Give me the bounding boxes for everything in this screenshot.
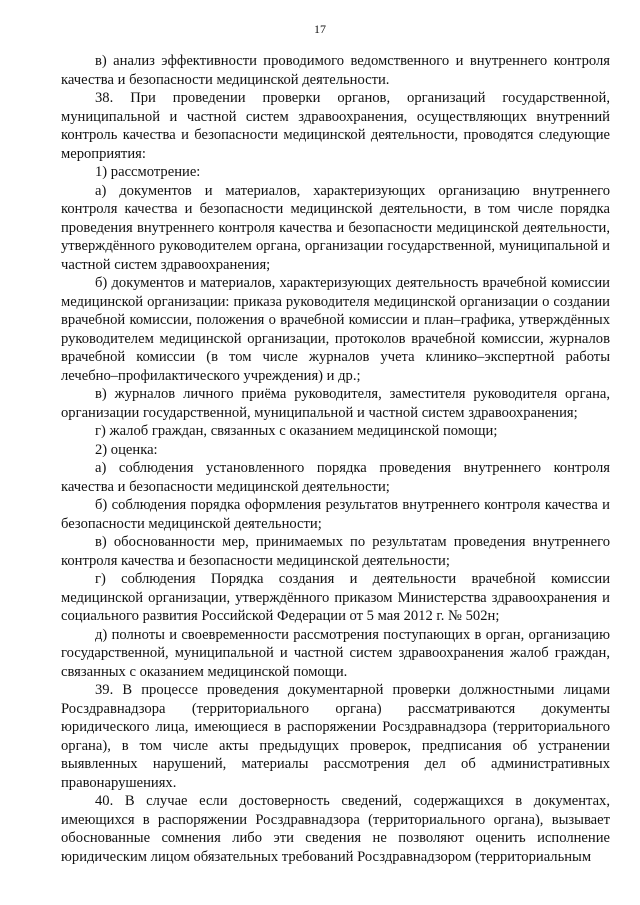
- page-number: 17: [314, 22, 326, 36]
- paragraph-38-2: 2) оценка:: [95, 441, 158, 458]
- paragraph-38-2v: в) обоснованности мер, принимаемых по результатам проведения внутреннего контроля качества и безопасности медицинской деятельности;: [61, 534, 610, 569]
- paragraph-38-2a: а) соблюдения установленного порядка проведения внутреннего контроля качества и безопасности медицинской деятельности;: [61, 460, 610, 495]
- paragraph-38-1b: б) документов и материалов, характеризующих деятельность врачебной комиссии медицинской организации: приказа руководителя медицинской организации о создании врачебной комиссии, положения о врачебной комиссии и план–графика, утверждённых руководителем медицинской организации, протоколов врачебной комиссии, журналов врачебной комиссии (в том числе журналов учета клинико–экспертной работы лечебно–профилактического учреждения) и др.;: [61, 275, 610, 384]
- paragraph-3v-analiz: в) анализ эффективности проводимого ведомственного и внутреннего контроля качества и безопасности медицинской деятельности.: [61, 53, 610, 88]
- paragraph-38-1: 1) рассмотрение:: [95, 164, 201, 180]
- paragraph-38-2d: д) полноты и своевременности рассмотрения поступающих в орган, организацию государственной, муниципальной и частной систем здравоохранения жалоб граждан, связанных с оказанием медицинской помощи.: [61, 626, 610, 680]
- paragraph-38-1g: г) жалоб граждан, связанных с оказанием медицинской помощи;: [95, 423, 498, 439]
- paragraph-39: 39. В процессе проведения документарной проверки должностными лицами Росздравнадзора (территориального органа) рассматриваются документы юридического лица, имеющиеся в распоряжении Росздравнадзора (территориального органа), в том числе акты предыдущих проверок, предписания об устранении выявленных нарушений, материалы рассмотрения дел об административных правонарушениях.: [61, 682, 610, 791]
- document-body: [61, 52, 610, 866]
- paragraph-38-2g: г) соблюдения Порядка создания и деятельности врачебной комиссии медицинской организации, утверждённого приказом Министерства здравоохранения и социального развития Российской Федерации от 5 мая 2012 г. № 502н;: [61, 571, 610, 624]
- paragraph-38-1v: в) журналов личного приёма руководителя, заместителя руководителя органа, организации государственной, муниципальной и частной систем здравоохранения;: [61, 386, 610, 421]
- paragraph-40: 40. В случае если достоверность сведений, содержащихся в документах, имеющихся в распоряжении Росздравнадзора (территориального органа), вызывает обоснованные сомнения либо эти сведения не позволяют оценить исполнение юридическим лицом обязательных требований Росздравнадзором (территориальным: [61, 793, 610, 865]
- paragraph-38-2b: б) соблюдения порядка оформления результатов внутреннего контроля качества и безопасности медицинской деятельности;: [61, 497, 610, 532]
- paragraph-38: 38. При проведении проверки органов, организаций государственной, муниципальной и частной систем здравоохранения, осуществляющих внутренний контроль качества и безопасности медицинской деятельности, проводятся следующие мероприятия:: [61, 90, 610, 162]
- paragraph-38-1a: а) документов и материалов, характеризующих организацию внутреннего контроля качества и безопасности медицинской деятельности, в том числе порядка проведения внутреннего контроля качества и безопасности медицинской деятельности, утверждённого руководителем органа, организации государственной, муниципальной и частной систем здравоохранения;: [61, 182, 610, 273]
